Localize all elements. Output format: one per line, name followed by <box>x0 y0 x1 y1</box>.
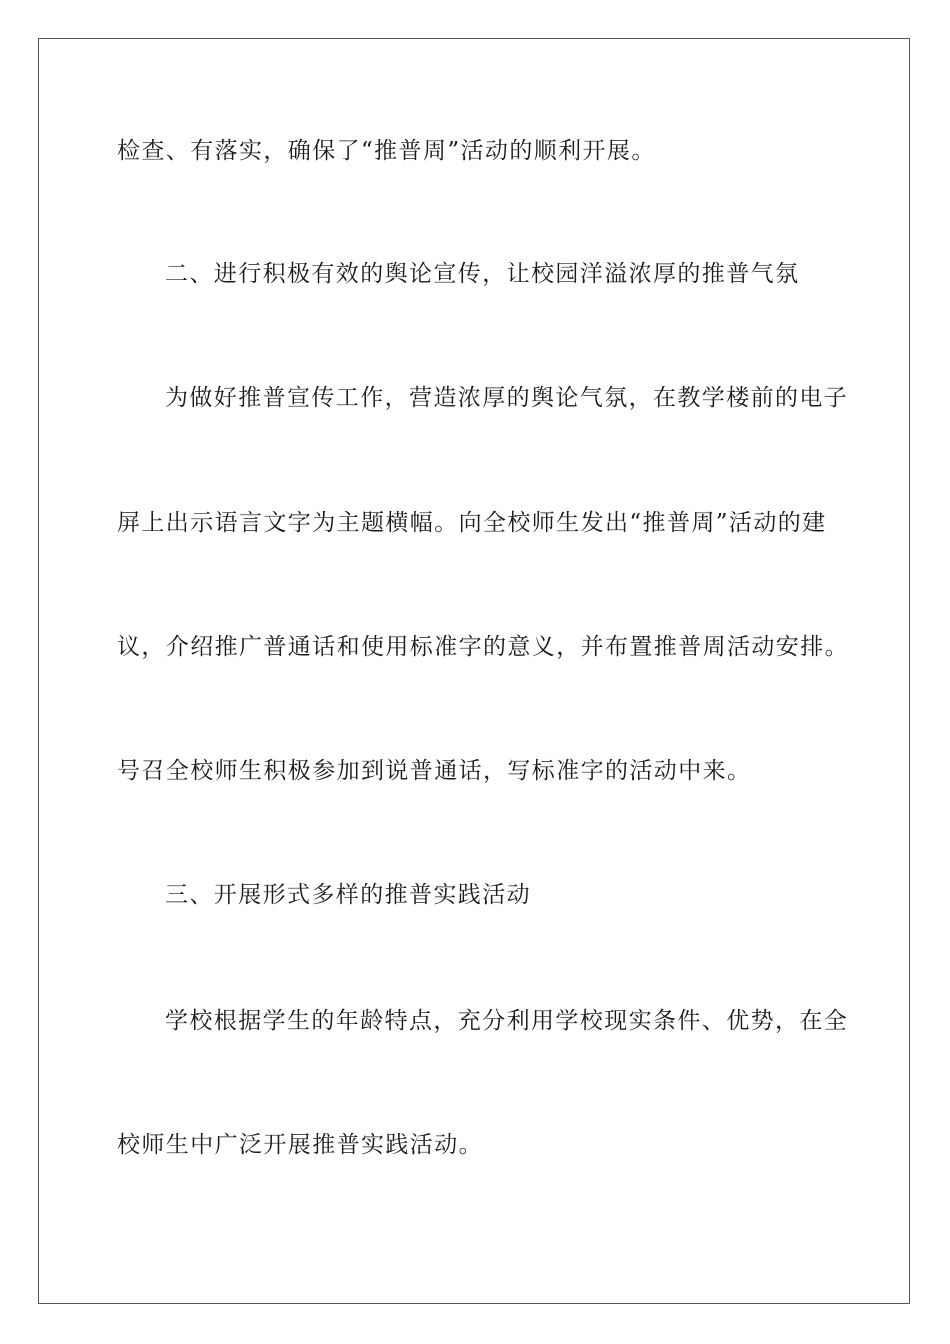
page-border <box>38 38 910 1304</box>
paragraph-line: 学校根据学生的年龄特点，充分利用学校现实条件、优势，在全 <box>165 1008 849 1034</box>
paragraph-line: 屏上出示语言文字为主题横幅。向全校师生发出“推普周”活动的建 <box>117 510 827 536</box>
section-heading-3: 三、开展形式多样的推普实践活动 <box>165 882 531 908</box>
paragraph-line: 校师生中广泛开展推普实践活动。 <box>117 1132 483 1158</box>
paragraph-line: 检查、有落实，确保了“推普周”活动的顺利开展。 <box>117 138 656 164</box>
section-heading-2: 二、进行积极有效的舆论宣传，让校园洋溢浓厚的推普气氛 <box>165 261 800 287</box>
paragraph-line: 号召全校师生积极参加到说普通话，写标准字的活动中来。 <box>117 758 752 784</box>
paragraph-line: 议，介绍推广普通话和使用标准字的意义，并布置推普周活动安排。 <box>117 634 849 660</box>
paragraph-line: 为做好推普宣传工作，营造浓厚的舆论气氛，在教学楼前的电子 <box>165 385 849 411</box>
